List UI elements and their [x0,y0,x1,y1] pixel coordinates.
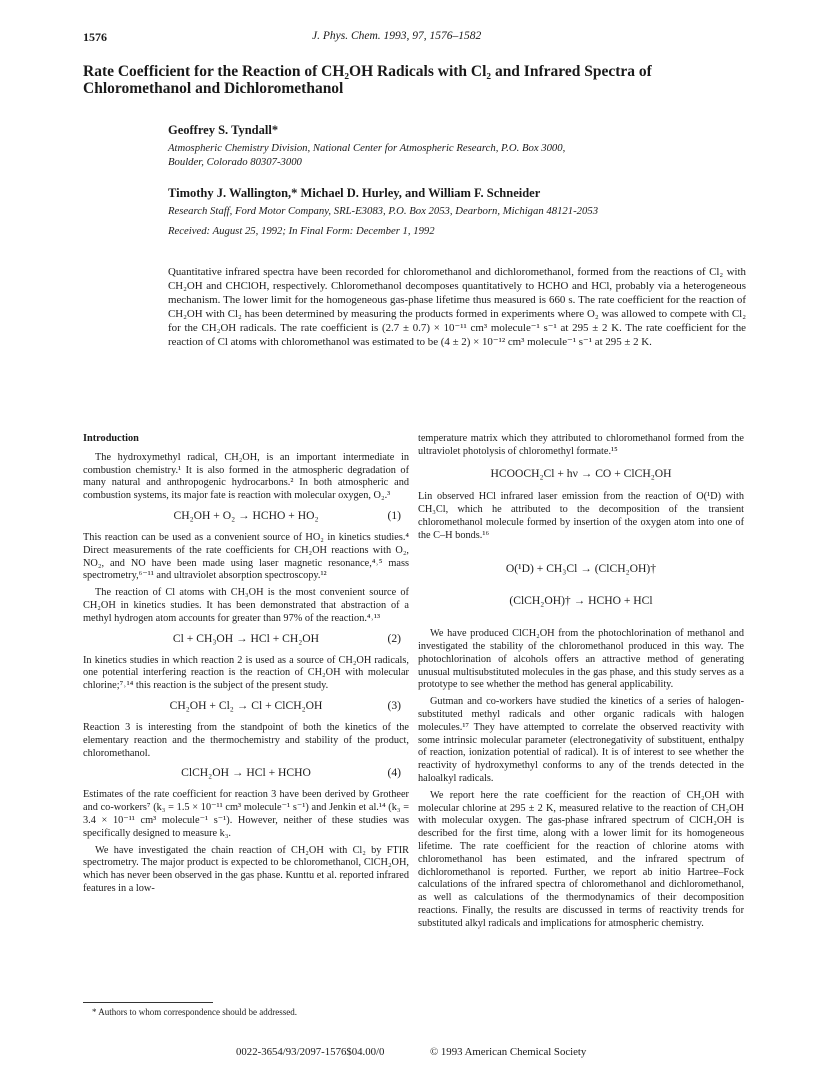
left-column [83,433,409,900]
equation-3-number: (3) [387,698,401,712]
equation-3 [83,700,409,715]
paragraph: This reaction can be used as a convenient source of HO₂ in kinetics studies.⁴ Direct measurements of the rate coefficients for CH₂OH reactions with O₂, NO₂, and NO have been made using laser magnetic resonance,⁴˒⁵ mass spectrometry,⁶⁻¹¹ and ultraviolet absorption spectroscopy.¹² [83,531,409,582]
journal-citation: J. Phys. Chem. 1993, 97, 1576–1582 [312,30,482,42]
paragraph: Gutman and co-workers have studied the kinetics of a series of halogen-substituted methyl radicals and other organic radicals with halogen molecules.¹⁷ They have attempted to correlate the observed reactivity with some intrinsic molecular parameter (electronegativity of substituent, enthalpy of reaction, ionization potential of radical). It is of interest to see whether the reactivity of hydroxymethyl conforms to any of the trends detected in the haloalkyl radicals. [418,696,744,784]
equation-2-text: Cl + CH₃OH → HCl + CH₂OH [172,631,320,645]
paragraph: The reaction of Cl atoms with CH₃OH is the most convenient source of CH₂OH in kinetics studies. It has been demonstrated that abstraction of a methyl hydrogen atom accounts for greater than 97% of the reaction.⁴˒¹³ [83,587,409,624]
equation-photolysis: HCOOCH₂Cl + hν → CO + ClCH₂OH [490,466,672,480]
right-column [418,433,744,935]
author-group-2: Timothy J. Wallington,* Michael D. Hurley, and William F. Schneider [168,186,541,200]
paragraph: We report here the rate coefficient for the reaction of CH₂OH with molecular chlorine at 295 ± 2 K, measured relative to the reaction of CH₂OH with molecular oxygen. The gas-phase infrared spectrum of ClCH₂OH is described for the first time, along with a lower limit for its homogeneous lifetime. The rate coefficient for the reaction of chlorine atoms with chloromethanol has been estimated, and the infrared spectrum of dichloromethanol is reported. Further, we report ab initio Hartree–Fock calculations of the infrared spectra of chloromethanol and dichloromethanol, as well as calculations of the thermodynamics of their decomposition reactions. Finally, the results are discussed in terms of reactivity trends for substituted alkyl radicals and implications for atmospheric chemistry. [418,789,744,929]
paragraph: Lin observed HCl infrared laser emission from the reaction of O(¹D) with CH₃Cl, which he attributed to the decomposition of the transient chloromethanol molecule formed by insertion of the oxygen atom into one of the C–H bonds.¹⁶ [418,491,744,541]
affiliation-1-line-1: Atmospheric Chemistry Division, National Center for Atmospheric Research, P.O. Box 3000, [168,142,566,154]
equation-3-text: CH₂OH + Cl₂ → Cl + ClCH₂OH [169,698,323,712]
abstract: Quantitative infrared spectra have been recorded for chloromethanol and dichloromethanol, formed from the reactions of Cl₂ with CH₂OH and CHClOH, respectively. Chloromethanol decomposes quantitatively to HCHO and HCl, probably via a heterogeneous mechanism. The lower limit for the homogeneous gas-phase lifetime thus measured is 660 s. The rate coefficient for the reaction of CH₂OH with Cl₂ has been determined by measuring the products formed in experiments where O₂ was allowed to compete with Cl₂ for the CH₂OH radicals. The rate coefficient is (2.7 ± 0.7) × 10⁻¹¹ cm³ molecule⁻¹ s⁻¹ at 295 ± 2 K. The rate coefficient for the reaction of Cl atoms with chloromethanol was estimated to be (4 ± 2) × 10⁻¹² cm³ molecule⁻¹ s⁻¹ at 295 ± 2 K. [168,266,746,349]
affiliation-2: Research Staff, Ford Motor Company, SRL-E3083, P.O. Box 2053, Dearborn, Michigan 48121-2053 [168,205,599,217]
equation-1-number: (1) [387,508,401,522]
paragraph: We have investigated the chain reaction of CH₂OH with Cl₂ by FTIR spectrometry. The major product is expected to be chloromethanol, ClCH₂OH, which has never been observed in the gas phase. Kunttu et al. reported infrared features in a low- [83,844,409,894]
section-heading-introduction: Introduction [83,433,139,444]
equation-2-number: (2) [387,631,401,645]
copyright-notice: © 1993 American Chemical Society [430,1046,587,1058]
equation-1 [83,510,409,525]
equation-4-text: ClCH₂OH → HCl + HCHO [181,766,311,780]
footnote-rule [83,1002,213,1003]
footnote: * Authors to whom correspondence should be addressed. [92,1007,297,1017]
affiliation-1-line-2: Boulder, Colorado 80307-3000 [168,156,302,168]
equation-4 [83,767,409,782]
paragraph: We have produced ClCH₂OH from the photochlorination of methanol and investigated the stability of the chloromethanol produced in this way. The photochlorination of alcohols offers an attractive method of generating unusual multisubstituted molecules in the gas phase, and this study serves as a prototype to see whether the method has general applicability. [418,628,744,691]
equation-insertion: O(¹D) + CH₃Cl → (ClCH₂OH)† [505,561,657,575]
paragraph: In kinetics studies in which reaction 2 is used as a source of CH₂OH radicals, one potential interfering reaction is the reaction of CH₂OH with molecular chlorine;⁷˒¹⁴ this reaction is the subject of the present study. [83,654,409,692]
received-dates: Received: August 25, 1992; In Final Form: December 1, 1992 [168,225,435,237]
paragraph: temperature matrix which they attributed to chloromethanol formed from the ultraviolet photolysis of chloromethyl formate.¹⁵ [418,433,744,457]
paragraph: Estimates of the rate coefficient for reaction 3 have been derived by Grotheer and co-workers⁷ (k₃ = 1.5 × 10⁻¹¹ cm³ molecule⁻¹ s⁻¹) and Jenkin et al.¹⁴ (k₃ = 3.4 × 10⁻¹¹ cm³ molecule⁻¹ s⁻¹). However, neither of these studies was specifically designed to measure k₃. [83,789,409,839]
equation-4-number: (4) [387,766,401,780]
article-code: 0022-3654/93/2097-1576$04.00/0 [236,1046,385,1058]
affiliation-1 [168,141,728,169]
article-title: Rate Coefficient for the Reaction of CH₂OH Radicals with Cl₂ and Infrared Spectra of Chloromethanol and Dichloromethanol [83,63,652,97]
page-number: 1576 [83,30,107,44]
paragraph: Reaction 3 is interesting from the standpoint of both the kinetics of the elementary reaction and the thermochemistry and stability of the product, chloromethanol. [83,721,409,759]
equation-1-text: CH₂OH + O₂ → HCHO + HO₂ [173,508,319,522]
equation-decomposition: (ClCH₂OH)† → HCHO + HCl [509,594,653,608]
equation-2 [83,633,409,648]
paragraph: The hydroxymethyl radical, CH₂OH, is an important intermediate in combustion chemistry.¹ It is also formed in the atmospheric degradation of many natural and anthropogenic hydrocarbons.² In both atmospheric and combustion systems, its major fate is reaction with molecular oxygen, O₂.³ [83,451,409,502]
author-group-1: Geoffrey S. Tyndall* [168,123,279,137]
